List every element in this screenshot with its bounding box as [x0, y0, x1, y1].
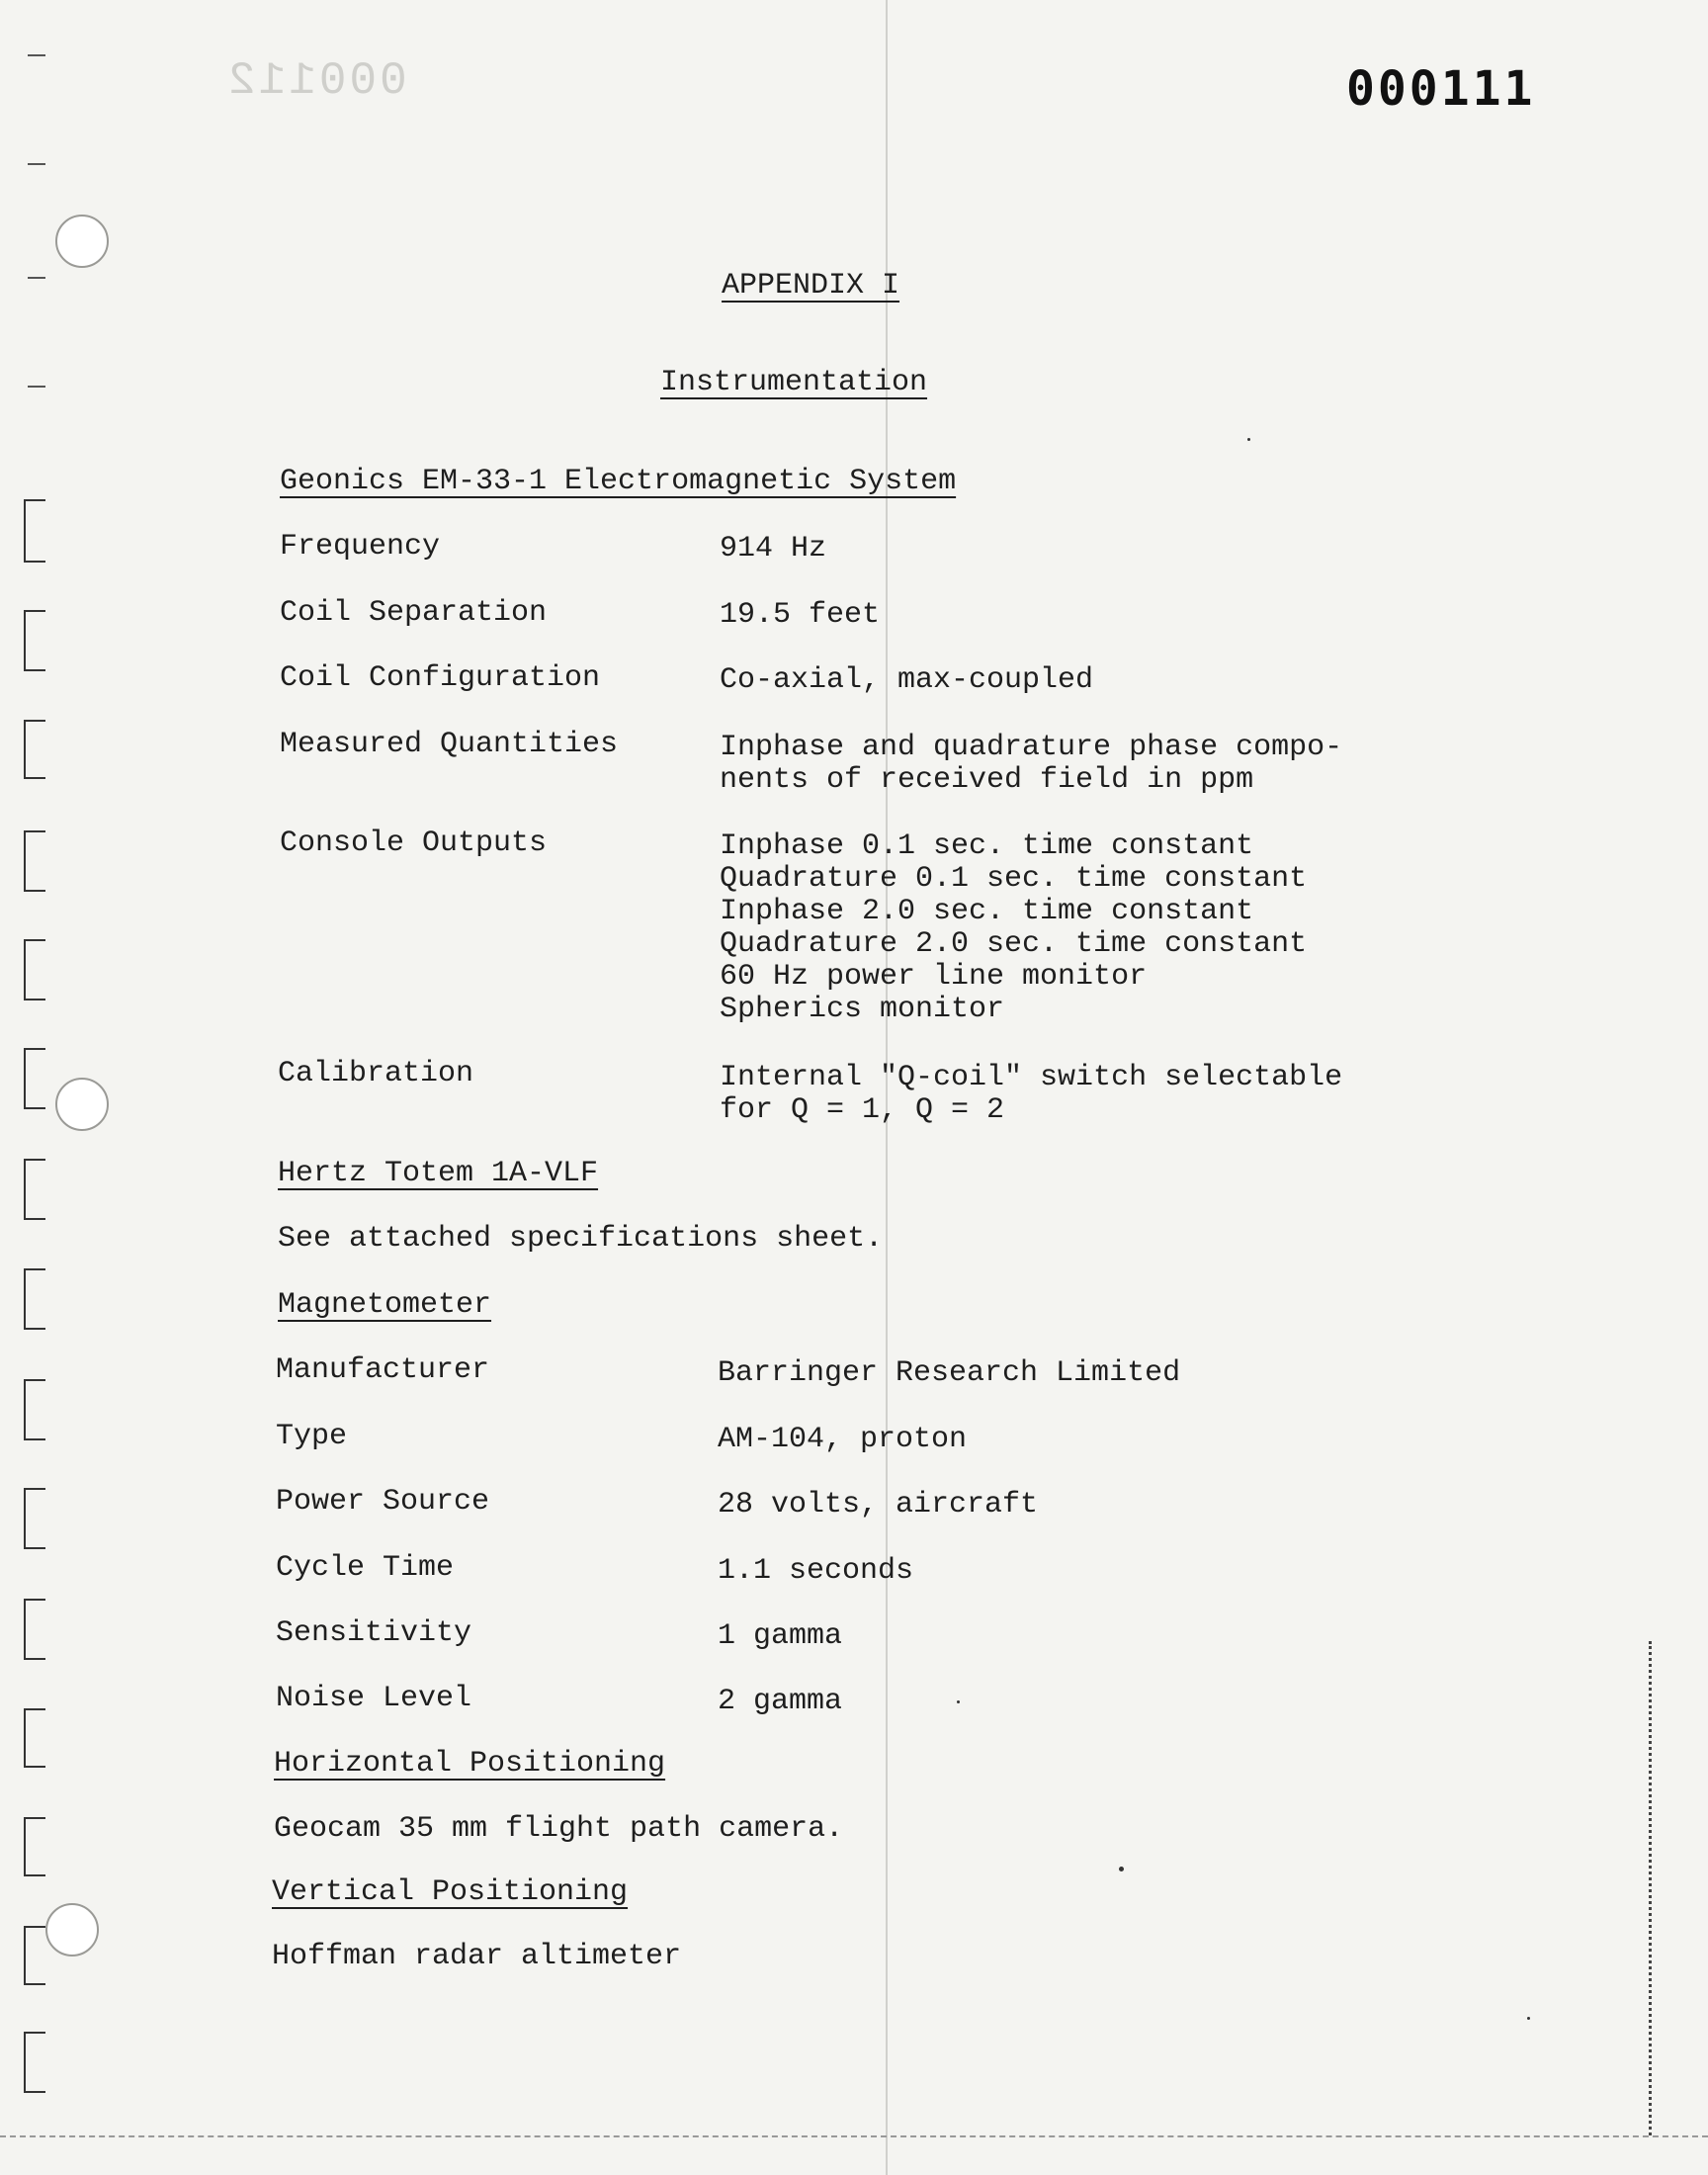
spec-label: Console Outputs: [280, 826, 548, 860]
section-text-horizontal-positioning: Geocam 35 mm flight path camera.: [274, 1812, 844, 1846]
spec-value: [718, 1620, 842, 1653]
spec-value: [718, 1489, 1038, 1522]
section-heading-magnetometer: Magnetometer: [278, 1288, 492, 1322]
margin-bracket: [24, 1599, 45, 1660]
margin-bracket: [24, 939, 45, 1000]
spec-value-line: nents of received field in ppm: [720, 763, 1254, 797]
spec-label: Noise Level: [276, 1682, 472, 1715]
spec-value-line: Inphase 0.1 sec. time constant: [720, 829, 1254, 863]
section-heading-vertical-positioning: Vertical Positioning: [272, 1875, 629, 1909]
margin-bracket: [24, 1048, 45, 1109]
section-heading-vlf: Hertz Totem 1A-VLF: [278, 1157, 599, 1190]
spec-value-line: 1 gamma: [718, 1619, 843, 1653]
spec-value-line: 28 volts, aircraft: [718, 1488, 1039, 1522]
margin-bracket: [24, 1488, 45, 1549]
margin-bracket: [24, 720, 45, 779]
spec-value-line: Quadrature 0.1 sec. time constant: [720, 862, 1308, 896]
spec-value: [718, 1686, 842, 1718]
scan-speck: [1527, 2017, 1530, 2020]
section-subtitle: Instrumentation: [660, 366, 928, 399]
spec-label: Frequency: [280, 530, 441, 564]
binder-hole-top: [55, 215, 109, 268]
spec-value: [720, 830, 1307, 1026]
margin-bracket: [24, 2032, 45, 2093]
appendix-title: APPENDIX I: [722, 269, 900, 303]
spec-value: [720, 599, 880, 632]
spec-value: [720, 732, 1342, 797]
spec-value: [720, 664, 1093, 697]
section-heading-horizontal-positioning: Horizontal Positioning: [274, 1747, 666, 1781]
spec-value: [718, 1357, 1180, 1390]
spec-value: [720, 1062, 1342, 1127]
spec-value: [718, 1424, 967, 1456]
spec-value-line: 1.1 seconds: [718, 1554, 914, 1588]
spec-label: Sensitivity: [276, 1616, 472, 1650]
section-heading-em-system: Geonics EM-33-1 Electromagnetic System: [280, 465, 957, 498]
spec-label: Power Source: [276, 1485, 490, 1519]
spec-value-line: Quadrature 2.0 sec. time constant: [720, 927, 1308, 961]
spec-value-line: Inphase 2.0 sec. time constant: [720, 895, 1254, 928]
margin-bracket: [24, 1926, 45, 1985]
scan-speck: [957, 1700, 960, 1703]
bottom-edge-line: [0, 2135, 1708, 2137]
section-text-vertical-positioning: Hoffman radar altimeter: [272, 1940, 682, 1973]
margin-bracket: [24, 1159, 45, 1220]
margin-bracket: [24, 830, 45, 892]
page-number: 000111: [1346, 61, 1536, 117]
spec-value-line: Co-axial, max-coupled: [720, 663, 1094, 697]
scan-speck: [1247, 438, 1250, 441]
spec-value-line: Internal "Q-coil" switch selectable: [720, 1061, 1343, 1094]
spec-value-line: Spherics monitor: [720, 993, 1005, 1026]
spec-value: [720, 533, 826, 566]
margin-bracket: [24, 1268, 45, 1330]
margin-bracket: [24, 1379, 45, 1440]
margin-bracket: [24, 610, 45, 671]
spec-label: Cycle Time: [276, 1551, 455, 1585]
margin-tick: [28, 277, 45, 279]
margin-tick: [28, 54, 45, 56]
margin-tick: [28, 386, 45, 388]
margin-tick: [28, 163, 45, 165]
spec-label: Manufacturer: [276, 1353, 490, 1387]
spec-label: Type: [276, 1420, 348, 1453]
right-edge-marks: [1649, 1641, 1655, 2135]
ghost-page-number: 000112: [225, 55, 407, 107]
spec-label: Calibration: [278, 1057, 474, 1090]
spec-value-line: Inphase and quadrature phase compo-: [720, 731, 1343, 764]
spec-label: Coil Configuration: [280, 661, 601, 695]
spec-value-line: AM-104, proton: [718, 1423, 968, 1456]
spec-value-line: 60 Hz power line monitor: [720, 960, 1148, 994]
scan-speck: [1119, 1867, 1124, 1871]
spec-label: Measured Quantities: [280, 728, 619, 761]
margin-bracket: [24, 1817, 45, 1876]
binder-hole-middle: [55, 1078, 109, 1131]
spec-value: [718, 1555, 913, 1588]
spec-value-line: 2 gamma: [718, 1685, 843, 1718]
spec-value-line: Barringer Research Limited: [718, 1356, 1181, 1390]
spec-value-line: 19.5 feet: [720, 598, 881, 632]
margin-bracket: [24, 1708, 45, 1768]
spec-label: Coil Separation: [280, 596, 548, 630]
spec-value-line: 914 Hz: [720, 532, 827, 566]
section-text-vlf: See attached specifications sheet.: [278, 1222, 884, 1256]
spec-value-line: for Q = 1, Q = 2: [720, 1093, 1005, 1127]
binder-hole-bottom: [45, 1903, 99, 1957]
margin-bracket: [24, 499, 45, 563]
